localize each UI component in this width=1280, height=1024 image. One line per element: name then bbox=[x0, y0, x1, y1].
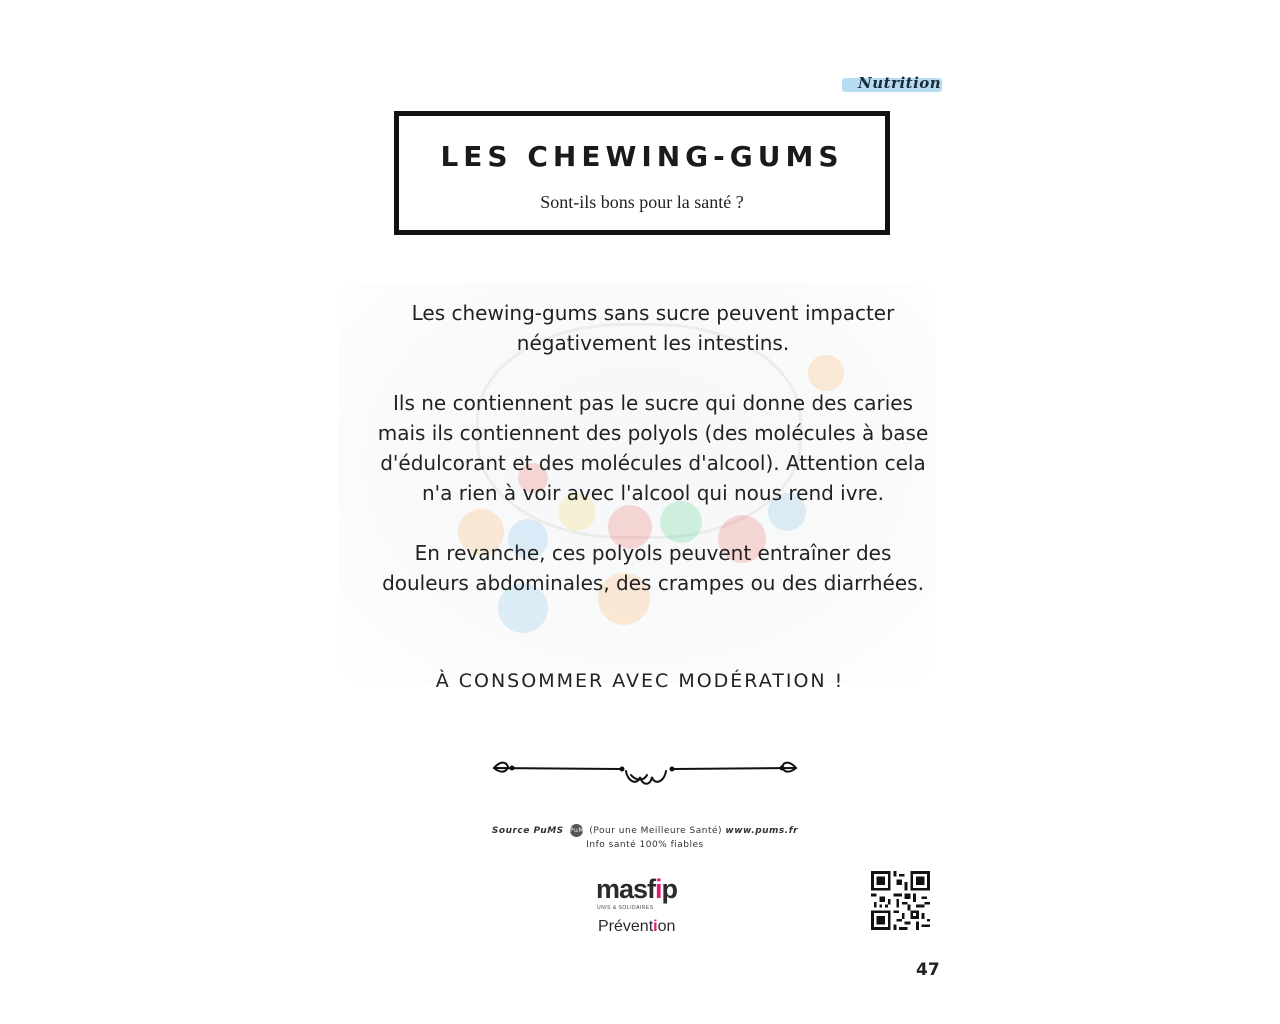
source-url[interactable]: www.pums.fr bbox=[725, 826, 799, 836]
page-title: LES CHEWING-GUMS bbox=[440, 140, 844, 173]
page-number: 47 bbox=[916, 960, 940, 980]
paragraph-effects bbox=[346, 538, 960, 598]
pums-logo-icon: PuMS bbox=[570, 824, 583, 837]
section-tag bbox=[842, 74, 944, 96]
text-line: négativement les intestins. bbox=[516, 331, 790, 355]
paragraph-polyols bbox=[346, 388, 960, 508]
source-label: Source PuMS bbox=[491, 826, 564, 836]
ornament-divider-icon bbox=[490, 755, 804, 795]
masfip-tagline: UNIS & SOLIDAIRES bbox=[597, 905, 654, 911]
text-line: mais ils contiennent des polyols (des molécules à base bbox=[377, 421, 929, 445]
text-line: douleurs abdominales, des crampes ou des diarrhées. bbox=[382, 571, 924, 595]
paragraph-intestins bbox=[346, 298, 960, 358]
page-subtitle: Sont-ils bons pour la santé ? bbox=[540, 192, 744, 212]
masfip-logo: masfip UNIS & SOLIDAIRES bbox=[596, 874, 678, 911]
moderation-notice: À CONSOMMER AVEC MODÉRATION ! bbox=[435, 670, 845, 692]
title-box bbox=[394, 111, 890, 235]
text-line: Ils ne contiennent pas le sucre qui donne des caries bbox=[393, 391, 913, 415]
text-line: En revanche, ces polyols peuvent entraîner des bbox=[414, 541, 892, 565]
prevention-logo: Prévention bbox=[598, 918, 676, 935]
source-line-2: Info santé 100% fiables bbox=[586, 840, 704, 850]
section-tag-label: Nutrition bbox=[858, 74, 942, 92]
source-paren: (Pour une Meilleure Santé) bbox=[589, 826, 723, 836]
text-line: Les chewing-gums sans sucre peuvent impacter bbox=[411, 301, 895, 325]
gum-ball bbox=[808, 355, 844, 391]
source-line-1 bbox=[440, 824, 850, 838]
text-line: d'édulcorant et des molécules d'alcool). Attention cela bbox=[380, 451, 926, 475]
qr-code-icon[interactable] bbox=[871, 871, 930, 930]
source-credit bbox=[440, 824, 850, 852]
text-line: n'a rien à voir avec l'alcool qui nous rend ivre. bbox=[421, 481, 885, 505]
